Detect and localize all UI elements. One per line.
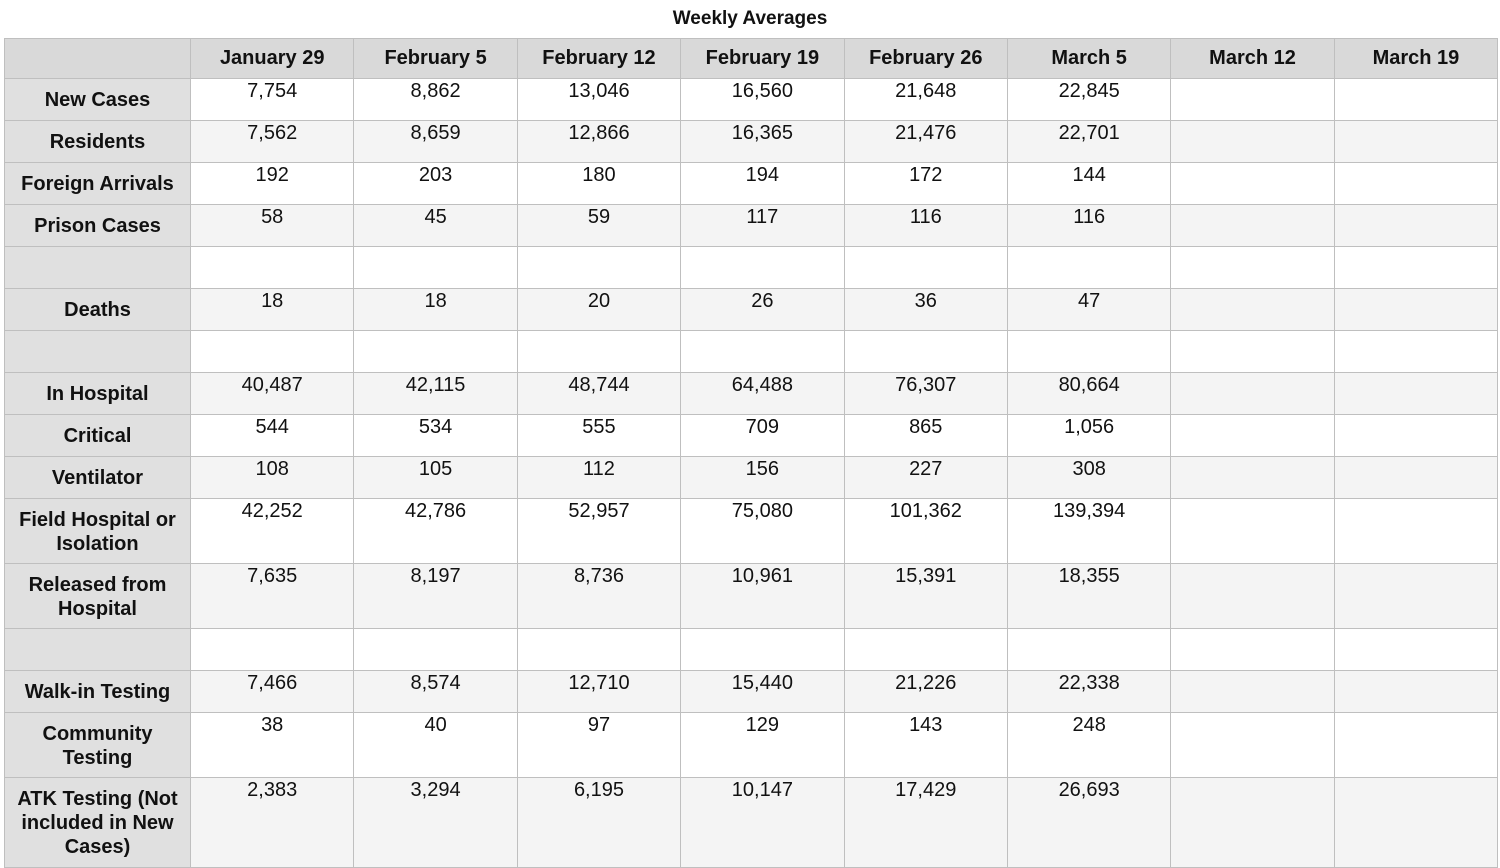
- table-cell[interactable]: [1171, 163, 1334, 205]
- table-cell[interactable]: 112: [517, 457, 680, 499]
- table-cell[interactable]: [1171, 79, 1334, 121]
- table-cell[interactable]: 8,574: [354, 671, 517, 713]
- table-cell[interactable]: 48,744: [517, 373, 680, 415]
- table-cell[interactable]: 16,560: [681, 79, 844, 121]
- table-row: [5, 163, 1498, 205]
- table-cell[interactable]: 180: [517, 163, 680, 205]
- table-title: Weekly Averages: [672, 8, 828, 29]
- table-cell[interactable]: [844, 331, 1007, 373]
- table-cell[interactable]: [1171, 671, 1334, 713]
- table-cell[interactable]: [681, 247, 844, 289]
- table-cell[interactable]: [1334, 564, 1497, 629]
- table-cell[interactable]: [1334, 629, 1497, 671]
- table-row: [5, 499, 1498, 564]
- table-cell[interactable]: 2,383: [191, 778, 354, 868]
- table-cell[interactable]: 865: [844, 415, 1007, 457]
- table-cell[interactable]: [1334, 713, 1497, 778]
- header-row: [5, 39, 1498, 79]
- column-header[interactable]: March 5: [1007, 39, 1170, 79]
- table-cell[interactable]: [1334, 79, 1497, 121]
- table-cell[interactable]: 105: [354, 457, 517, 499]
- table-cell[interactable]: [1334, 415, 1497, 457]
- table-cell[interactable]: 203: [354, 163, 517, 205]
- table-cell[interactable]: [1334, 331, 1497, 373]
- row-header[interactable]: [5, 331, 191, 373]
- row-header[interactable]: Walk-in Testing: [5, 671, 191, 713]
- table-cell[interactable]: 12,866: [517, 121, 680, 163]
- table-cell[interactable]: 10,147: [681, 778, 844, 868]
- table-cell[interactable]: [1171, 331, 1334, 373]
- table-cell[interactable]: [1334, 778, 1497, 868]
- table-cell[interactable]: [1171, 778, 1334, 868]
- table-row: [5, 289, 1498, 331]
- table-cell[interactable]: [1007, 331, 1170, 373]
- table-cell[interactable]: [1334, 499, 1497, 564]
- table-cell[interactable]: 8,862: [354, 79, 517, 121]
- table-cell[interactable]: 8,197: [354, 564, 517, 629]
- table-cell[interactable]: [517, 331, 680, 373]
- table-cell[interactable]: 117: [681, 205, 844, 247]
- table-cell[interactable]: 10,961: [681, 564, 844, 629]
- table-cell[interactable]: 59: [517, 205, 680, 247]
- table-cell[interactable]: 108: [191, 457, 354, 499]
- table-cell[interactable]: 3,294: [354, 778, 517, 868]
- row-header[interactable]: Field Hospital or Isolation: [5, 499, 191, 564]
- row-header[interactable]: Deaths: [5, 289, 191, 331]
- table-cell[interactable]: 12,710: [517, 671, 680, 713]
- table-cell[interactable]: 20: [517, 289, 680, 331]
- table-cell[interactable]: 308: [1007, 457, 1170, 499]
- table-cell[interactable]: [844, 247, 1007, 289]
- table-cell[interactable]: 709: [681, 415, 844, 457]
- table-cell[interactable]: [1171, 457, 1334, 499]
- table-row: [5, 205, 1498, 247]
- table-cell[interactable]: 7,635: [191, 564, 354, 629]
- table-cell[interactable]: 15,391: [844, 564, 1007, 629]
- table-cell[interactable]: 75,080: [681, 499, 844, 564]
- table-cell[interactable]: 534: [354, 415, 517, 457]
- table-cell[interactable]: 7,754: [191, 79, 354, 121]
- table-cell[interactable]: 18,355: [1007, 564, 1170, 629]
- table-cell[interactable]: 143: [844, 713, 1007, 778]
- table-cell[interactable]: 555: [517, 415, 680, 457]
- table-cell[interactable]: 36: [844, 289, 1007, 331]
- table-cell[interactable]: 8,659: [354, 121, 517, 163]
- table-cell[interactable]: [191, 247, 354, 289]
- table-cell[interactable]: 248: [1007, 713, 1170, 778]
- column-header[interactable]: February 12: [517, 39, 680, 79]
- table-cell[interactable]: 45: [354, 205, 517, 247]
- table-row: [5, 713, 1498, 778]
- table-cell[interactable]: [681, 331, 844, 373]
- table-cell[interactable]: 18: [191, 289, 354, 331]
- table-cell[interactable]: [1171, 373, 1334, 415]
- table-cell[interactable]: 544: [191, 415, 354, 457]
- table-row: [5, 373, 1498, 415]
- table-cell[interactable]: 58: [191, 205, 354, 247]
- table-cell[interactable]: [191, 629, 354, 671]
- column-header[interactable]: February 5: [354, 39, 517, 79]
- table-cell[interactable]: 42,786: [354, 499, 517, 564]
- table-row: [5, 415, 1498, 457]
- table-cell[interactable]: 8,736: [517, 564, 680, 629]
- table-cell[interactable]: 47: [1007, 289, 1170, 331]
- table-cell[interactable]: 76,307: [844, 373, 1007, 415]
- table-cell[interactable]: 13,046: [517, 79, 680, 121]
- row-header[interactable]: ATK Testing (Not included in New Cases): [5, 778, 191, 868]
- table-cell[interactable]: [1171, 205, 1334, 247]
- table-cell[interactable]: 15,440: [681, 671, 844, 713]
- row-header[interactable]: Critical: [5, 415, 191, 457]
- row-header[interactable]: Ventilator: [5, 457, 191, 499]
- table-cell[interactable]: 21,648: [844, 79, 1007, 121]
- table-cell[interactable]: [844, 629, 1007, 671]
- table-cell[interactable]: 194: [681, 163, 844, 205]
- column-header[interactable]: February 26: [844, 39, 1007, 79]
- table-cell[interactable]: 42,115: [354, 373, 517, 415]
- table-cell[interactable]: [1171, 289, 1334, 331]
- table-cell[interactable]: 1,056: [1007, 415, 1170, 457]
- table-cell[interactable]: 22,845: [1007, 79, 1170, 121]
- table-row: [5, 331, 1498, 373]
- table-cell[interactable]: 7,466: [191, 671, 354, 713]
- row-header[interactable]: [5, 629, 191, 671]
- table-cell[interactable]: [1171, 415, 1334, 457]
- table-row: [5, 671, 1498, 713]
- table-cell[interactable]: [354, 629, 517, 671]
- table-cell[interactable]: 40,487: [191, 373, 354, 415]
- table-cell[interactable]: 22,338: [1007, 671, 1170, 713]
- table-cell[interactable]: 17,429: [844, 778, 1007, 868]
- table-cell[interactable]: 64,488: [681, 373, 844, 415]
- table-cell[interactable]: 116: [1007, 205, 1170, 247]
- table-body: [5, 79, 1498, 868]
- table-cell[interactable]: 38: [191, 713, 354, 778]
- table-cell[interactable]: 129: [681, 713, 844, 778]
- table-cell[interactable]: [1171, 629, 1334, 671]
- table-cell[interactable]: [1334, 671, 1497, 713]
- column-header[interactable]: February 19: [681, 39, 844, 79]
- table-cell[interactable]: [354, 331, 517, 373]
- table-cell[interactable]: 116: [844, 205, 1007, 247]
- row-header[interactable]: Prison Cases: [5, 205, 191, 247]
- table-cell[interactable]: 21,476: [844, 121, 1007, 163]
- table-row: [5, 457, 1498, 499]
- table-cell[interactable]: [1334, 289, 1497, 331]
- table-cell[interactable]: [1334, 457, 1497, 499]
- table-cell[interactable]: [1007, 247, 1170, 289]
- table-row: [5, 778, 1498, 868]
- table-cell[interactable]: [1007, 629, 1170, 671]
- table-cell[interactable]: 52,957: [517, 499, 680, 564]
- table-cell[interactable]: [1334, 121, 1497, 163]
- row-header[interactable]: [5, 247, 191, 289]
- table-cell[interactable]: 40: [354, 713, 517, 778]
- row-header[interactable]: New Cases: [5, 79, 191, 121]
- column-header[interactable]: January 29: [191, 39, 354, 79]
- table-cell[interactable]: [1334, 163, 1497, 205]
- table-cell[interactable]: [517, 629, 680, 671]
- table-cell[interactable]: 192: [191, 163, 354, 205]
- table-cell[interactable]: [517, 247, 680, 289]
- table-row: [5, 564, 1498, 629]
- weekly-averages-table: [4, 38, 1498, 868]
- table-cell[interactable]: [1171, 499, 1334, 564]
- row-header[interactable]: Community Testing: [5, 713, 191, 778]
- table-row: [5, 121, 1498, 163]
- table-cell[interactable]: 80,664: [1007, 373, 1170, 415]
- table-cell[interactable]: 144: [1007, 163, 1170, 205]
- table-cell[interactable]: 22,701: [1007, 121, 1170, 163]
- row-header[interactable]: In Hospital: [5, 373, 191, 415]
- table-cell[interactable]: 156: [681, 457, 844, 499]
- table-row: [5, 629, 1498, 671]
- row-header[interactable]: Released from Hospital: [5, 564, 191, 629]
- table-cell[interactable]: 7,562: [191, 121, 354, 163]
- row-header[interactable]: Residents: [5, 121, 191, 163]
- table-row: [5, 247, 1498, 289]
- table-cell[interactable]: [1334, 373, 1497, 415]
- table-cell[interactable]: [1171, 247, 1334, 289]
- table-row: [5, 79, 1498, 121]
- table-cell[interactable]: 139,394: [1007, 499, 1170, 564]
- table-cell[interactable]: [681, 629, 844, 671]
- column-header[interactable]: March 19: [1334, 39, 1497, 79]
- table-cell[interactable]: 26,693: [1007, 778, 1170, 868]
- table-cell[interactable]: 227: [844, 457, 1007, 499]
- table-cell[interactable]: 172: [844, 163, 1007, 205]
- table-cell[interactable]: [1171, 564, 1334, 629]
- table-cell[interactable]: [1171, 713, 1334, 778]
- table-cell[interactable]: 26: [681, 289, 844, 331]
- table-cell[interactable]: [1334, 247, 1497, 289]
- table-cell[interactable]: 6,195: [517, 778, 680, 868]
- table-cell[interactable]: [354, 247, 517, 289]
- table-cell[interactable]: 101,362: [844, 499, 1007, 564]
- table-cell[interactable]: 18: [354, 289, 517, 331]
- table-cell[interactable]: 97: [517, 713, 680, 778]
- corner-header-cell[interactable]: [5, 39, 191, 79]
- table-cell[interactable]: 42,252: [191, 499, 354, 564]
- row-header[interactable]: Foreign Arrivals: [5, 163, 191, 205]
- table-cell[interactable]: 16,365: [681, 121, 844, 163]
- column-header[interactable]: March 12: [1171, 39, 1334, 79]
- table-cell[interactable]: [1334, 205, 1497, 247]
- table-cell[interactable]: 21,226: [844, 671, 1007, 713]
- table-cell[interactable]: [1171, 121, 1334, 163]
- table-cell[interactable]: [191, 331, 354, 373]
